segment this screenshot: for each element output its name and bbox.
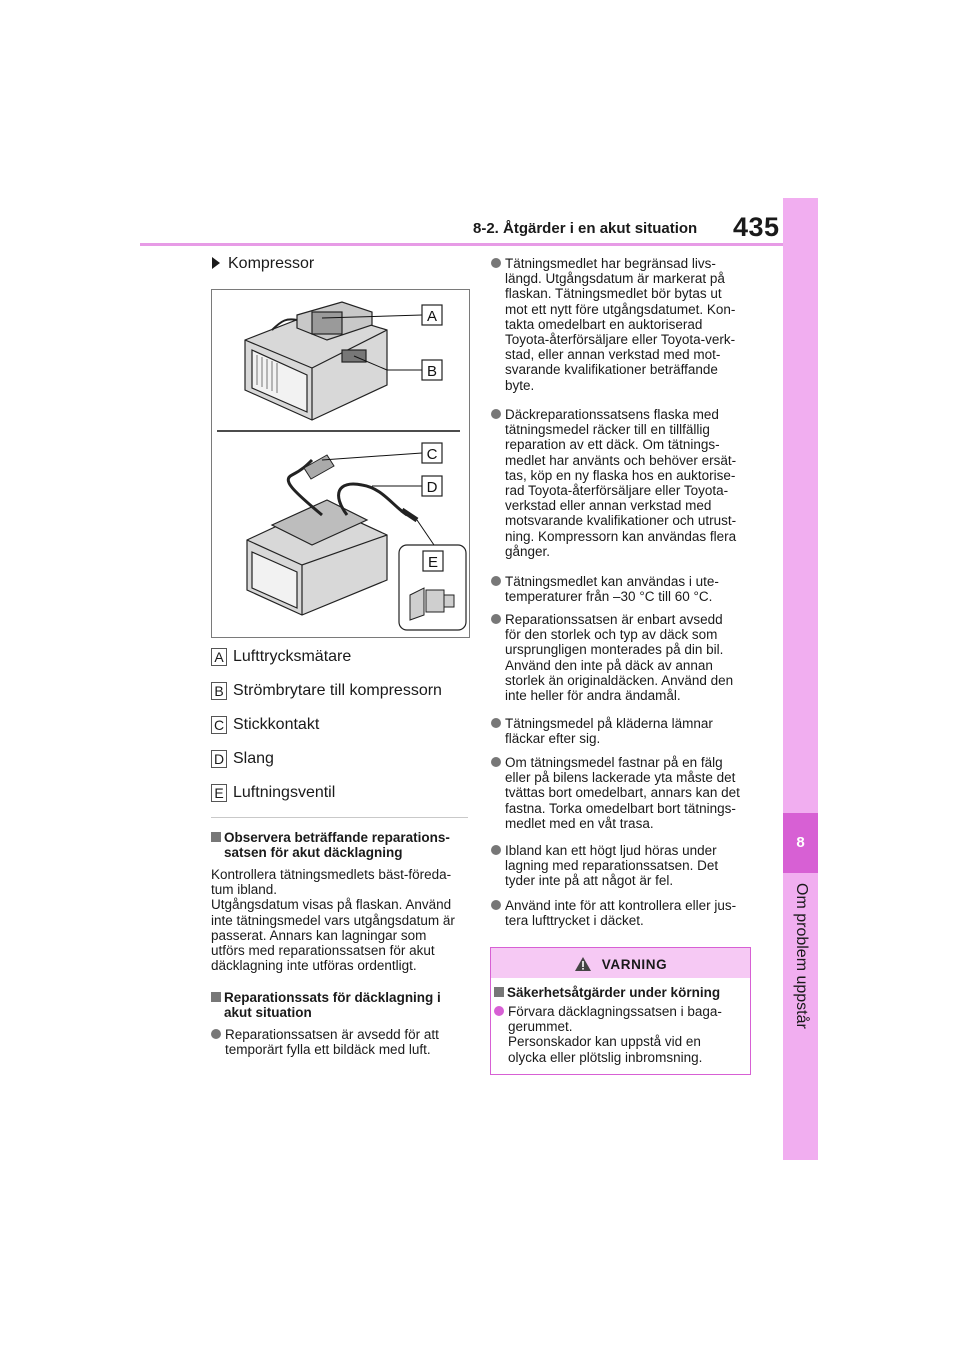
legend-item-d (211, 750, 274, 770)
legend-text: Stickkontakt (233, 716, 320, 733)
bullet-icon (211, 1029, 221, 1039)
section-divider (211, 817, 468, 818)
square-bullet-icon (211, 832, 221, 842)
legend-key: E (211, 784, 227, 802)
legend-text: Lufttrycksmätare (233, 648, 352, 665)
label-b (422, 360, 442, 380)
svg-text:D: D (426, 479, 438, 496)
chapter-title-vertical (783, 883, 818, 1153)
label-e (423, 551, 443, 571)
bullet-icon (491, 576, 501, 586)
label-a (422, 305, 442, 325)
chapter-number: 8 (783, 813, 818, 873)
warning-header (491, 956, 750, 975)
warning-list-item: Förvara däcklagningssatsen i baga- gerummet. Personskador kan uppstå vid en olycka eller plötslig inbromsning. (494, 1004, 722, 1065)
svg-text:E: E (427, 554, 439, 571)
section-heading-observera: Observera beträffande reparations- satsen för akut däcklagning (211, 830, 468, 860)
legend-key: D (211, 750, 227, 768)
compressor-drawing (212, 290, 469, 637)
svg-text:C: C (426, 446, 438, 463)
legend-key: A (211, 648, 227, 666)
warning-triangle-icon (574, 956, 592, 975)
label-d (422, 476, 442, 496)
legend-key: C (211, 716, 227, 734)
bullet-icon (494, 1006, 504, 1016)
legend-key: B (211, 682, 227, 700)
legend-text: Luftningsventil (233, 784, 336, 801)
label-c (422, 443, 442, 463)
bullet-icon (491, 757, 501, 767)
legend-text: Slang (233, 750, 274, 767)
list-item: Reparationssatsen är enbart avsedd för den storlek och typ av däck som ursprungligen monterades på din bil. Använd den inte på däck av annan storlek än originaldäcken. Använd den inte heller för andra ändamål. (491, 612, 733, 703)
header-rule (140, 243, 783, 246)
bullet-icon (491, 614, 501, 624)
list-item: Tätningsmedlet kan användas i ute- temperaturer från –30 °C till 60 °C. (491, 574, 719, 604)
heading-text: Kompressor (228, 255, 315, 272)
page-number: 435 (733, 212, 780, 242)
warning-title: Säkerhetsåtgärder under körning (494, 985, 744, 1000)
list-item: Däckreparationssatsens flaska med tätningsmedel räcker till en tillfällig reparation av ett däck. Om tätnings- medlet har använts och behöver ersät- tas, köp en ny flaska hos en auktorise- rad Toyota-återförsäljare eller Toyota- verkstad eller annan verkstad med motsvarande kvalifikationer och utrust- ning. Kompressorn kan användas flera gånger. (491, 407, 736, 559)
list-item: Om tätningsmedel fastnar på en fälg eller på bilens lackerade yta måste det tvättas bort omedelbart, annars kan det fastna. Torka omedelbart bort tätnings- medlet med en våt trasa. (491, 755, 740, 831)
warning-label: VARNING (601, 957, 668, 972)
bullet-icon (491, 845, 501, 855)
triangle-bullet-icon (212, 257, 220, 269)
legend-text: Strömbrytare till kompressorn (233, 682, 442, 699)
legend-item-a (211, 648, 351, 668)
bullet-icon (491, 409, 501, 419)
list-item: Reparationssatsen är avsedd för att temporärt fylla ett bildäck med luft. (211, 1027, 439, 1057)
list-item: Ibland kan ett högt ljud höras under lagning med reparationssatsen. Det tyder inte på att något är fel. (491, 843, 718, 889)
square-bullet-icon (494, 987, 504, 997)
list-item: Använd inte för att kontrollera eller jus- tera lufttrycket i däcket. (491, 898, 736, 928)
svg-text:B: B (426, 363, 438, 380)
list-item: Tätningsmedlet har begränsad livs- längd. Utgångsdatum är markerat på flaskan. Tätningsmedlet bör bytas ut mot ett nytt före utgångsdatumet. Kon- takta omedelbart en auktoriserad Toyota-återförsäljare eller Toyota-verk- stad, eller annan verkstad med mot- svarande kvalifikationer beträffande byte. (491, 256, 735, 393)
legend-item-e (211, 784, 335, 804)
legend-item-b (211, 682, 442, 702)
chapter-title: Om problem uppstår (793, 883, 810, 1029)
bullet-icon (491, 900, 501, 910)
bullet-icon (491, 258, 501, 268)
section-heading-reparationssats: Reparationssats för däcklagning i akut situation (211, 990, 468, 1020)
list-item: Tätningsmedel på kläderna lämnar fläckar efter sig. (491, 716, 713, 746)
section-title: 8-2. Åtgärder i en akut situation (473, 220, 698, 237)
section1-body: Kontrollera tätningsmedlets bäst-föreda- tum ibland. Utgångsdatum visas på flaskan. Använd inte tätningsmedel vars utgångsdatum är passerat. Annars kan lagningar som utförs med reparationssatsen för akut däcklagning inte utföras ordentligt. (211, 867, 455, 974)
bullet-icon (491, 718, 501, 728)
legend-item-c (211, 716, 319, 736)
subsection-heading (212, 255, 314, 273)
svg-text:A: A (426, 308, 438, 325)
square-bullet-icon (211, 992, 221, 1002)
compressor-illustration (211, 289, 470, 638)
